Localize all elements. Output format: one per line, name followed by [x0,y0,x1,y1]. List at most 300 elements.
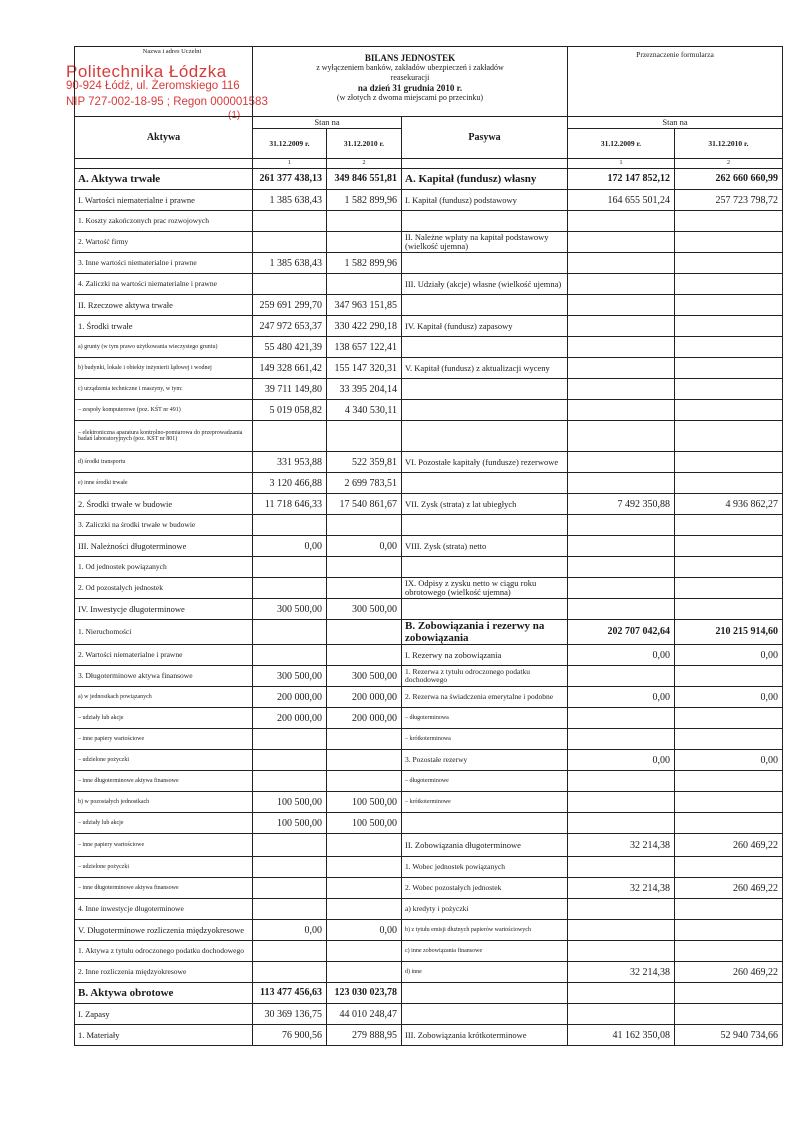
table-row [75,473,783,494]
aktywa-2009: 261 377 438,13 [253,169,327,190]
aktywa-2010: 2 699 783,51 [327,473,402,494]
table-row [75,599,783,620]
pasywa-label: I. Kapitał (fundusz) podstawowy [402,190,568,211]
pasywa-label: A. Kapitał (fundusz) własny [402,169,568,190]
pasywa-2009 [568,358,675,379]
aktywa-2010: 100 500,00 [327,792,402,813]
pasywa-2010 [675,792,783,813]
pasywa-2009 [568,708,675,729]
table-row [75,666,783,687]
aktywa-2009: 113 477 456,63 [253,983,327,1004]
aktywa-2009: 331 953,88 [253,452,327,473]
pasywa-2009 [568,578,675,599]
pasywa-2010: 0,00 [675,687,783,708]
doc-title: BILANS JEDNOSTEK [364,53,456,63]
pasywa-label: IX. Odpisy z zysku netto w ciągu roku obrotowego (wielkość ujemna) [402,578,568,599]
aktywa-2010: 0,00 [327,536,402,557]
pasywa-label: d) inne [402,962,568,983]
aktywa-2010: 349 846 551,81 [327,169,402,190]
aktywa-label: 3. Inne wartości niematerialne i prawne [75,253,253,274]
aktywa-stan-na: Stan na [253,117,402,129]
pasywa-label: IV. Kapitał (fundusz) zapasowy [402,316,568,337]
aktywa-2010 [327,750,402,771]
table-row [75,253,783,274]
table-row [75,400,783,421]
col-no-2: 2 [327,159,402,169]
pasywa-header: Pasywa [402,117,568,159]
aktywa-2010: 4 340 530,11 [327,400,402,421]
aktywa-2010: 0,00 [327,920,402,941]
table-row [75,941,783,962]
table-row [75,578,783,599]
aktywa-2010 [327,578,402,599]
aktywa-2009 [253,557,327,578]
aktywa-2010 [327,878,402,899]
pasywa-stan-na: Stan na [568,117,783,129]
pasywa-2010 [675,295,783,316]
aktywa-label: b) w pozostałych jednostkach [75,792,253,813]
aktywa-2010: 138 657 122,41 [327,337,402,358]
pasywa-label: VI. Pozostałe kapitały (fundusze) rezerwowe [402,452,568,473]
table-row [75,771,783,792]
pasywa-2010: 52 940 734,66 [675,1025,783,1046]
pasywa-label [402,379,568,400]
aktywa-label: b) budynki, lokale i obiekty inżynierii lądowej i wodnej [75,358,253,379]
stamp-ids: NIP 727-002-18-95 ; Regon 000001583 [66,96,268,108]
aktywa-2009: 3 120 466,88 [253,473,327,494]
table-row [75,708,783,729]
aktywa-2009: 100 500,00 [253,813,327,834]
pasywa-label: 1. Wobec jednostek powiązanych [402,857,568,878]
pasywa-label [402,599,568,620]
pasywa-2010 [675,557,783,578]
aktywa-label: e) inne środki trwałe [75,473,253,494]
aktywa-col-2010: 31.12.2010 r. [327,129,402,159]
pasywa-2010: 260 469,22 [675,878,783,899]
aktywa-label: – udziały lub akcje [75,813,253,834]
pasywa-label: b) z tytułu emisji dłużnych papierów wartościowych [402,920,568,941]
pasywa-label: 2. Wobec pozostałych jednostek [402,878,568,899]
pasywa-2009: 0,00 [568,645,675,666]
pasywa-2009 [568,536,675,557]
table-row [75,515,783,536]
aktywa-label: I. Zapasy [75,1004,253,1025]
pasywa-2010 [675,666,783,687]
pasywa-2009 [568,920,675,941]
aktywa-2009 [253,771,327,792]
aktywa-2009 [253,962,327,983]
pasywa-2010 [675,421,783,452]
aktywa-label: – udziały lub akcje [75,708,253,729]
table-row [75,899,783,920]
pasywa-label: 2. Rezerwa na świadczenia emerytalne i podobne [402,687,568,708]
pasywa-2009 [568,515,675,536]
pasywa-2009 [568,666,675,687]
pasywa-label [402,337,568,358]
table-row [75,962,783,983]
pasywa-2009 [568,599,675,620]
pasywa-2009: 0,00 [568,687,675,708]
aktywa-2010: 33 395 204,14 [327,379,402,400]
pasywa-label: II. Zobowiązania długoterminowe [402,834,568,857]
doc-subtitle2: reasekuracji [390,73,430,82]
aktywa-col-2009: 31.12.2009 r. [253,129,327,159]
aktywa-label: IV. Inwestycje długoterminowe [75,599,253,620]
aktywa-label: 3. Długoterminowe aktywa finansowe [75,666,253,687]
pasywa-col-2010: 31.12.2010 r. [675,129,783,159]
aktywa-label: 2. Środki trwałe w budowie [75,494,253,515]
aktywa-label: c) urządzenia techniczne i maszyny, w tym: [75,379,253,400]
aktywa-2009: 5 019 058,82 [253,400,327,421]
aktywa-2009 [253,750,327,771]
pasywa-2010: 262 660 660,99 [675,169,783,190]
pasywa-2010 [675,599,783,620]
table-row [75,813,783,834]
aktywa-label: – udzielone pożyczki [75,857,253,878]
aktywa-2010: 279 888,95 [327,1025,402,1046]
aktywa-2010: 17 540 861,67 [327,494,402,515]
col-no-1: 1 [568,159,675,169]
pasywa-2010: 0,00 [675,645,783,666]
table-row [75,920,783,941]
aktywa-2009: 100 500,00 [253,792,327,813]
aktywa-2010 [327,857,402,878]
pasywa-2010 [675,857,783,878]
pasywa-label: I. Rezerwy na zobowiązania [402,645,568,666]
pasywa-2010: 260 469,22 [675,834,783,857]
pasywa-2009 [568,452,675,473]
table-row [75,232,783,253]
pasywa-2010 [675,358,783,379]
balance-sheet-table [74,46,783,1046]
aktywa-label: A. Aktywa trwałe [75,169,253,190]
table-row [75,316,783,337]
aktywa-2009: 39 711 149,80 [253,379,327,400]
aktywa-2009 [253,620,327,645]
pasywa-2010 [675,452,783,473]
table-row [75,274,783,295]
pasywa-2009 [568,295,675,316]
aktywa-2010: 300 500,00 [327,666,402,687]
pasywa-label: a) kredyty i pożyczki [402,899,568,920]
pasywa-2009 [568,557,675,578]
pasywa-2010 [675,708,783,729]
aktywa-2009: 1 385 638,43 [253,190,327,211]
pasywa-2009 [568,1004,675,1025]
pasywa-2009: 172 147 852,12 [568,169,675,190]
aktywa-2010 [327,232,402,253]
pasywa-2010: 4 936 862,27 [675,494,783,515]
table-row [75,645,783,666]
aktywa-2009: 300 500,00 [253,666,327,687]
aktywa-2009 [253,729,327,750]
aktywa-label: 1. Materiały [75,1025,253,1046]
aktywa-label: – udzielone pożyczki [75,750,253,771]
pasywa-col-2009: 31.12.2009 r. [568,129,675,159]
table-row [75,1025,783,1046]
aktywa-2010 [327,899,402,920]
pasywa-label [402,473,568,494]
aktywa-2009: 200 000,00 [253,687,327,708]
form-purpose-cell: Przeznaczenie formularza [568,47,783,117]
table-row [75,750,783,771]
aktywa-label: V. Długoterminowe rozliczenia międzyokresowe [75,920,253,941]
table-row [75,687,783,708]
pasywa-2010 [675,337,783,358]
aktywa-label: 1. Nieruchomości [75,620,253,645]
pasywa-2010 [675,771,783,792]
pasywa-2009 [568,253,675,274]
table-row [75,169,783,190]
table-row [75,379,783,400]
aktywa-2009: 1 385 638,43 [253,253,327,274]
pasywa-label: – krótkoterminowa [402,729,568,750]
pasywa-label [402,253,568,274]
aktywa-2009 [253,515,327,536]
aktywa-2010: 200 000,00 [327,687,402,708]
table-row [75,421,783,452]
table-row [75,1004,783,1025]
col-no-1: 1 [253,159,327,169]
pasywa-2009 [568,337,675,358]
pasywa-2009 [568,792,675,813]
aktywa-label: – inne długoterminowe aktywa finansowe [75,878,253,899]
pasywa-2010: 210 215 914,60 [675,620,783,645]
aktywa-2010 [327,274,402,295]
pasywa-2010 [675,473,783,494]
aktywa-label: 1. Koszty zakończonych prac rozwojowych [75,211,253,232]
aktywa-2009: 0,00 [253,536,327,557]
aktywa-2009: 11 718 646,33 [253,494,327,515]
aktywa-label: 2. Wartości niematerialne i prawne [75,645,253,666]
aktywa-2010: 200 000,00 [327,708,402,729]
aktywa-2010: 100 500,00 [327,813,402,834]
pasywa-2009 [568,232,675,253]
table-body [75,169,783,1046]
aktywa-2010 [327,515,402,536]
aktywa-2009 [253,834,327,857]
pasywa-label: 1. Rezerwa z tytułu odroczonego podatku dochodowego [402,666,568,687]
aktywa-label: 2. Od pozostałych jednostek [75,578,253,599]
aktywa-2009: 247 972 653,37 [253,316,327,337]
table-row [75,620,783,645]
pasywa-2010: 257 723 798,72 [675,190,783,211]
table-row [75,557,783,578]
pasywa-2010 [675,899,783,920]
pasywa-2010 [675,211,783,232]
aktywa-label: – inne długoterminowe aktywa finansowe [75,771,253,792]
pasywa-2009 [568,211,675,232]
table-row [75,792,783,813]
table-row [75,358,783,379]
aktywa-label: – inne papiery wartościowe [75,729,253,750]
col-no-2: 2 [675,159,783,169]
pasywa-2009 [568,421,675,452]
pasywa-label: VII. Zysk (strata) z lat ubiegłych [402,494,568,515]
aktywa-2009 [253,857,327,878]
stamp-address: 90-924 Łódź, ul. Żeromskiego 116 [66,80,240,92]
pasywa-2010 [675,729,783,750]
name-label: Nazwa i adres Uczelni [142,48,202,55]
aktywa-2010 [327,729,402,750]
pasywa-label: 3. Pozostałe rezerwy [402,750,568,771]
aktywa-label: 2. Wartość firmy [75,232,253,253]
pasywa-2009 [568,400,675,421]
pasywa-2010 [675,379,783,400]
pasywa-2009: 32 214,38 [568,834,675,857]
pasywa-2009 [568,857,675,878]
aktywa-2009 [253,878,327,899]
stamp-suffix: (1) [228,110,241,121]
pasywa-2010 [675,253,783,274]
table-row [75,729,783,750]
pasywa-2009: 41 162 350,08 [568,1025,675,1046]
pasywa-label: – długoterminowe [402,771,568,792]
stamp-name: Politechnika Łódzka [66,62,227,81]
aktywa-2010 [327,834,402,857]
aktywa-2010: 123 030 023,78 [327,983,402,1004]
aktywa-2009 [253,421,327,452]
aktywa-2010 [327,771,402,792]
pasywa-label: III. Zobowiązania krótkoterminowe [402,1025,568,1046]
pasywa-label: B. Zobowiązania i rezerwy na zobowiązania [402,620,568,645]
pasywa-2010 [675,941,783,962]
aktywa-2009 [253,578,327,599]
pasywa-2010 [675,983,783,1004]
pasywa-2010 [675,274,783,295]
aktywa-2010 [327,211,402,232]
aktywa-2009 [253,941,327,962]
aktywa-label: a) w jednostkach powiązanych [75,687,253,708]
table-row [75,211,783,232]
table-row [75,190,783,211]
pasywa-label [402,983,568,1004]
pasywa-2010 [675,1004,783,1025]
title-cell [253,47,568,117]
pasywa-2010 [675,578,783,599]
aktywa-label: 1. Aktywa z tytułu odroczonego podatku dochodowego [75,941,253,962]
pasywa-label [402,1004,568,1025]
pasywa-2009 [568,274,675,295]
aktywa-2010: 522 359,81 [327,452,402,473]
aktywa-label: B. Aktywa obrotowe [75,983,253,1004]
table-row [75,536,783,557]
pasywa-label [402,400,568,421]
pasywa-label [402,421,568,452]
aktywa-label: – zespoły komputerowe (poz. KŚT nr 491) [75,400,253,421]
pasywa-2010 [675,316,783,337]
aktywa-label: 3. Zaliczki na środki trwałe w budowie [75,515,253,536]
aktywa-label: – inne papiery wartościowe [75,834,253,857]
aktywa-label: 2. Inne rozliczenia międzyokresowe [75,962,253,983]
pasywa-label [402,295,568,316]
aktywa-2009: 30 369 136,75 [253,1004,327,1025]
aktywa-2010: 300 500,00 [327,599,402,620]
aktywa-2010: 347 963 151,85 [327,295,402,316]
table-row [75,337,783,358]
pasywa-2010: 0,00 [675,750,783,771]
aktywa-2010: 155 147 320,31 [327,358,402,379]
pasywa-label: II. Należne wpłaty na kapitał podstawowy (wielkość ujemna) [402,232,568,253]
pasywa-2009 [568,729,675,750]
doc-unit: (w złotych z dwoma miejscami po przecinku) [336,93,484,102]
pasywa-label: c) inne zobowiązania finansowe [402,941,568,962]
table-row [75,983,783,1004]
pasywa-label [402,813,568,834]
pasywa-2009 [568,771,675,792]
pasywa-2009: 7 492 350,88 [568,494,675,515]
table-row [75,857,783,878]
aktywa-2009 [253,274,327,295]
doc-subtitle1: z wyłączeniem banków, zakładów ubezpieczeń i zakładów [316,63,504,72]
pasywa-2009 [568,941,675,962]
aktywa-2010 [327,962,402,983]
aktywa-label: II. Rzeczowe aktywa trwałe [75,295,253,316]
table-row [75,494,783,515]
pasywa-2009 [568,473,675,494]
pasywa-2009: 32 214,38 [568,878,675,899]
pasywa-2009: 32 214,38 [568,962,675,983]
doc-date: na dzień 31 grudnia 2010 r. [357,83,463,93]
pasywa-2009 [568,813,675,834]
aktywa-2009: 0,00 [253,920,327,941]
aktywa-2009: 300 500,00 [253,599,327,620]
aktywa-2010 [327,645,402,666]
aktywa-2009 [253,211,327,232]
pasywa-2010 [675,400,783,421]
name-address-cell [75,47,253,117]
pasywa-2010 [675,813,783,834]
aktywa-2010: 330 422 290,18 [327,316,402,337]
pasywa-2009 [568,899,675,920]
aktywa-label: 4. Inne inwestycje długoterminowe [75,899,253,920]
pasywa-label: V. Kapitał (fundusz) z aktualizacji wyceny [402,358,568,379]
aktywa-label: 1. Od jednostek powiązanych [75,557,253,578]
aktywa-label: III. Należności długoterminowe [75,536,253,557]
aktywa-2009: 76 900,56 [253,1025,327,1046]
pasywa-2009 [568,983,675,1004]
aktywa-2009 [253,899,327,920]
pasywa-2010 [675,515,783,536]
table-row [75,878,783,899]
pasywa-label: – krótkoterminowe [402,792,568,813]
aktywa-2010: 1 582 899,96 [327,190,402,211]
pasywa-2009 [568,379,675,400]
table-row [75,834,783,857]
aktywa-2009: 55 480 421,39 [253,337,327,358]
pasywa-label [402,557,568,578]
aktywa-label: 1. Środki trwałe [75,316,253,337]
aktywa-label: – elektroniczna aparatura kontrolno-pomiarowa do przeprowadzania badań laboratoryjnych (poz. KŚT nr 801) [75,421,253,452]
pasywa-2010: 260 469,22 [675,962,783,983]
aktywa-label: a) grunty (w tym prawo użytkowania wieczystego gruntu) [75,337,253,358]
aktywa-2010 [327,941,402,962]
pasywa-2009: 202 707 042,64 [568,620,675,645]
aktywa-label: I. Wartości niematerialne i prawne [75,190,253,211]
pasywa-2010 [675,920,783,941]
pasywa-2009: 164 655 501,24 [568,190,675,211]
aktywa-2009: 259 691 299,70 [253,295,327,316]
aktywa-2009: 149 328 661,42 [253,358,327,379]
pasywa-2009 [568,316,675,337]
aktywa-label: d) środki transportu [75,452,253,473]
aktywa-2010 [327,620,402,645]
aktywa-2009: 200 000,00 [253,708,327,729]
pasywa-2010 [675,232,783,253]
pasywa-2010 [675,536,783,557]
pasywa-label: VIII. Zysk (strata) netto [402,536,568,557]
pasywa-label [402,211,568,232]
